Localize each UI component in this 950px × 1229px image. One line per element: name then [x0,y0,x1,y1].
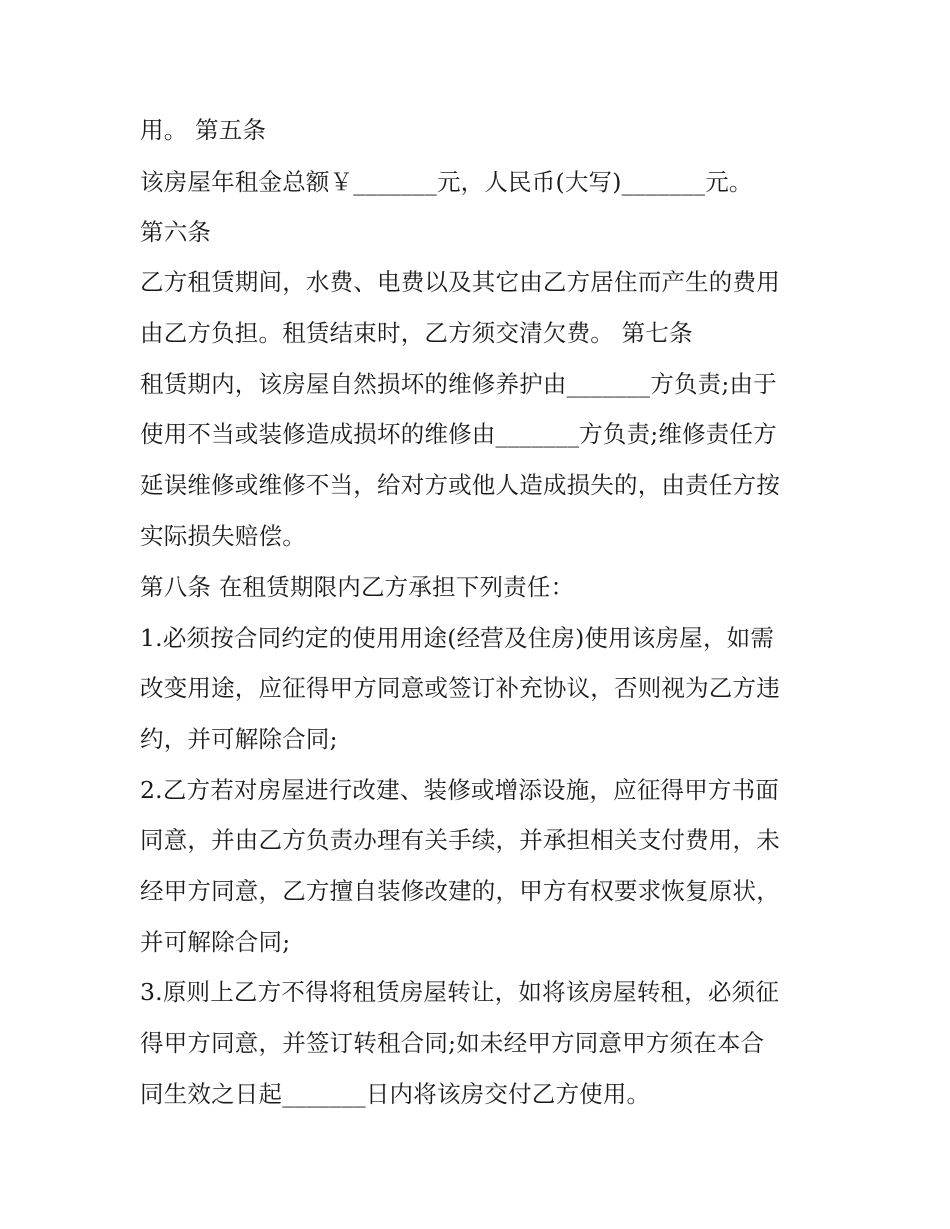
text-line: 租赁期内，该房屋自然损坏的维修养护由_______方负责;由于 [140,370,777,398]
text-line: 同生效之日起_______日内将该房交付乙方使用。 [140,1080,651,1108]
text-line: 同意，并由乙方负责办理有关手续，并承担相关支付费用，未 [140,826,780,854]
text-line: 3.原则上乙方不得将租赁房屋转让，如将该房屋转租，必须征 [140,978,780,1006]
text-line: 延误维修或维修不当，给对方或他人造成损失的，由责任方按 [140,471,780,499]
text-line: 第八条 在租赁期限内乙方承担下列责任： [140,573,575,601]
text-line: 用。 第五条 [140,116,267,144]
text-line: 该房屋年租金总额￥_______元，人民币(大写)_______元。 [140,168,753,196]
text-line: 约，并可解除合同; [140,725,338,753]
text-line: 第六条 [140,218,212,246]
text-line: 得甲方同意，并签订转租合同;如未经甲方同意甲方须在本合 [140,1029,765,1057]
text-line: 经甲方同意，乙方擅自装修改建的，甲方有权要求恢复原状， [140,877,780,905]
text-line: 1.必须按合同约定的使用用途(经营及住房)使用该房屋，如需 [140,624,775,652]
text-line: 乙方租赁期间，水费、电费以及其它由乙方居住而产生的费用 [140,268,780,296]
text-line: 并可解除合同; [140,928,291,956]
text-line: 改变用途，应征得甲方同意或签订补充协议，否则视为乙方违 [140,674,780,702]
text-line: 实际损失赔偿。 [140,522,306,550]
text-line: 使用不当或装修造成损坏的维修由_______方负责;维修责任方 [140,420,777,448]
text-line: 由乙方负担。租赁结束时，乙方须交清欠费。 第七条 [140,319,693,347]
text-line: 2.乙方若对房屋进行改建、装修或增添设施，应征得甲方书面 [140,776,780,804]
